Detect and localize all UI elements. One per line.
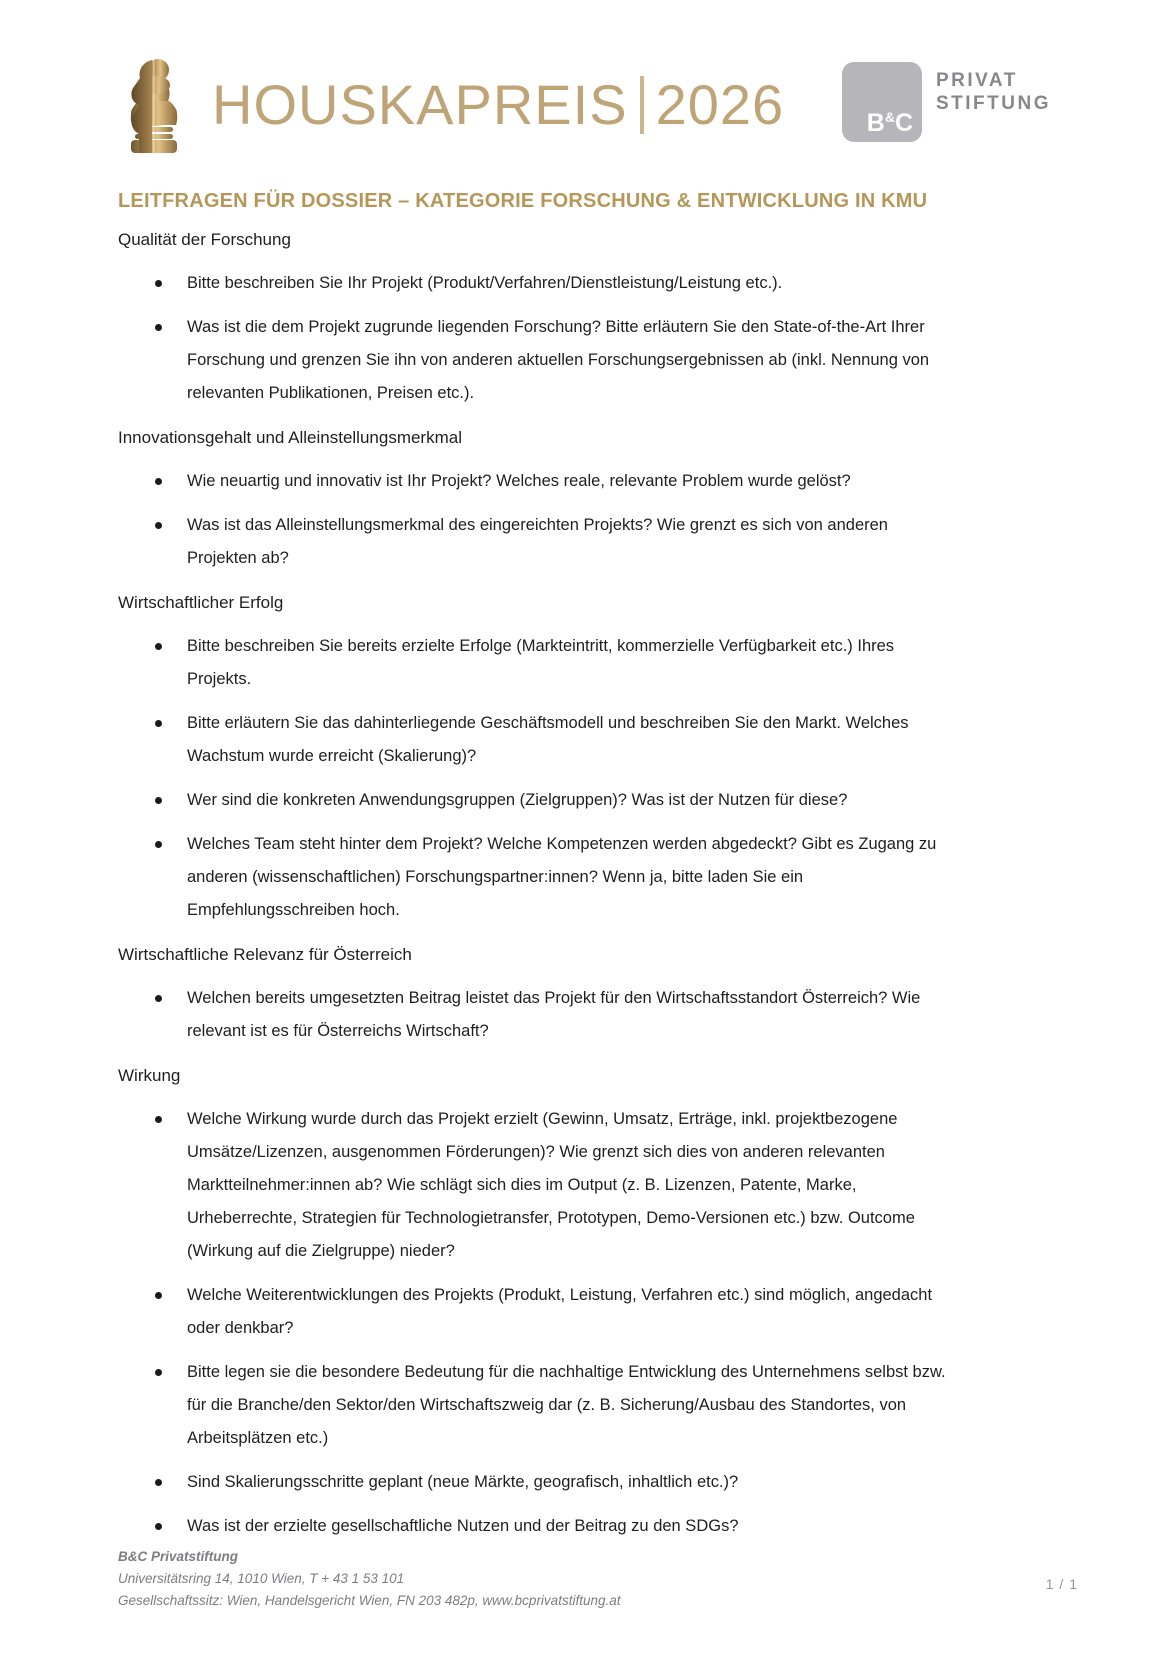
section-title: Wirkung: [118, 1066, 181, 1085]
footer-registry: Gesellschaftssitz: Wien, Handelsgericht Wien, FN 203 482p, www.bcprivatstiftung.at: [118, 1593, 621, 1608]
bullet-text: Welche Wirkung wurde durch das Projekt erzielt (Gewinn, Umsatz, Erträge, inkl. projektbezogene Umsätze/Lizenzen, ausgenommen Förderungen)? Wie grenzt sich dies von anderen relevanten Marktteilnehmer:innen ab? Wie schlägt sich dies im Output (z. B. Lizenzen, Patente, Marke, Urheberrechte, Strategien für Technologietransfer, Prototypen, Demo-Versionen etc.) bzw. Outcome (Wirkung auf die Zielgruppe) nieder?: [187, 1110, 915, 1260]
bullet-icon: [155, 1466, 187, 1499]
bullet-text: Wie neuartig und innovativ ist Ihr Projekt? Welches reale, relevante Problem wurde gelöst?: [187, 472, 851, 490]
list-item: [118, 1510, 988, 1543]
page-header: [118, 55, 1051, 155]
bullet-text: Wer sind die konkreten Anwendungsgruppen (Zielgruppen)? Was ist der Nutzen für diese?: [187, 791, 848, 809]
list-item: [118, 630, 988, 696]
bc-label-line2: STIFTUNG: [936, 92, 1051, 114]
bullet-text: Bitte beschreiben Sie bereits erzielte Erfolge (Markteintritt, kommerzielle Verfügbarkeit etc.) Ihres Projekts.: [187, 637, 895, 688]
list-item: [118, 311, 988, 410]
section-title: Qualität der Forschung: [118, 230, 291, 249]
bullet-text: Was ist der erzielte gesellschaftliche Nutzen und der Beitrag zu den SDGs?: [187, 1517, 739, 1535]
bullet-text: Welche Weiterentwicklungen des Projekts (Produkt, Leistung, Verfahren etc.) sind möglich, angedacht oder denkbar?: [187, 1286, 933, 1337]
bullet-icon: [155, 707, 187, 773]
bullet-icon: [155, 465, 187, 498]
houskapreis-wordmark: [212, 73, 785, 136]
bullet-icon: [155, 311, 187, 410]
list-item: [118, 707, 988, 773]
bc-privatstiftung-logo: [842, 62, 1051, 142]
list-item: [118, 1103, 988, 1268]
page-footer: [118, 1546, 620, 1612]
list-item: [118, 1466, 988, 1499]
section-wirtschaftlicher-erfolg: [118, 586, 988, 927]
list-item: [118, 465, 988, 498]
section-qualitaet-der-forschung: [118, 223, 988, 410]
section-wirkung: [118, 1059, 988, 1543]
bullet-text: Was ist die dem Projekt zugrunde liegenden Forschung? Bitte erläutern Sie den State-of-the-Art Ihrer Forschung und grenzen Sie ihn von anderen aktuellen Forschungsergebnissen ab (inkl. Nennung von relevanten Publikationen, Preisen etc.).: [187, 318, 930, 402]
list-item: [118, 784, 988, 817]
bullet-text: Bitte erläutern Sie das dahinterliegende Geschäftsmodell und beschreiben Sie den Markt. Welches Wachstum wurde erreicht (Skalierung)?: [187, 714, 909, 765]
houskapreis-brand: [118, 55, 784, 155]
bullet-icon: [155, 509, 187, 575]
bullet-icon: [155, 1356, 187, 1455]
bullet-icon: [155, 267, 187, 300]
bullet-text: Bitte legen sie die besondere Bedeutung für die nachhaltige Entwicklung des Unternehmens selbst bzw. für die Branche/den Sektor/den Wirtschaftszweig dar (z. B. Sicherung/Ausbau des Standortes, von Arbeitsplätzen etc.): [187, 1363, 946, 1447]
section-wirtschaftliche-relevanz: [118, 938, 988, 1048]
bullet-text: Bitte beschreiben Sie Ihr Projekt (Produkt/Verfahren/Dienstleistung/Leistung etc.).: [187, 274, 783, 292]
list-item: [118, 828, 988, 927]
bullet-text: Sind Skalierungsschritte geplant (neue Märkte, geografisch, inhaltlich etc.)?: [187, 1473, 739, 1491]
bullet-icon: [155, 982, 187, 1048]
bc-label-line1: PRIVAT: [936, 70, 1018, 91]
document-content: [118, 223, 988, 1543]
list-item: [118, 982, 988, 1048]
list-item: [118, 1279, 988, 1345]
bullet-icon: [155, 630, 187, 696]
footer-address: Universitätsring 14, 1010 Wien, T + 43 1 53 101: [118, 1571, 405, 1586]
bullet-text: Was ist das Alleinstellungsmerkmal des eingereichten Projekts? Wie grenzt es sich von anderen Projekten ab?: [187, 516, 888, 567]
bullet-icon: [155, 1510, 187, 1543]
page-number: 1 / 1: [1045, 1576, 1078, 1592]
bullet-text: Welchen bereits umgesetzten Beitrag leistet das Projekt für den Wirtschaftsstandort Österreich? Wie relevant ist es für Österreichs Wirtschaft?: [187, 989, 921, 1040]
bc-logo-icon: [842, 62, 922, 142]
bullet-icon: [155, 828, 187, 927]
section-title: Wirtschaftlicher Erfolg: [118, 593, 284, 612]
wordmark-divider: [640, 76, 644, 134]
bc-logo-label: [936, 70, 1051, 142]
list-item: [118, 1356, 988, 1455]
bc-logo-text: B&C: [866, 109, 913, 137]
section-innovationsgehalt: [118, 421, 988, 575]
wordmark-main: HOUSKAPREIS: [212, 73, 628, 136]
bullet-icon: [155, 1103, 187, 1268]
bullet-text: Welches Team steht hinter dem Projekt? Welche Kompetenzen werden abgedeckt? Gibt es Zugang zu anderen (wissenschaftlichen) Forschungspartner:innen? Wenn ja, bitte laden Sie ein Empfehlungsschreiben hoch.: [187, 835, 937, 919]
footer-company: B&C Privatstiftung: [118, 1549, 239, 1564]
page-title: LEITFRAGEN FÜR DOSSIER – KATEGORIE FORSCHUNG & ENTWICKLUNG IN KMU: [118, 190, 928, 212]
houskapreis-trophy-icon: [118, 55, 190, 155]
section-title: Wirtschaftliche Relevanz für Österreich: [118, 945, 412, 964]
list-item: [118, 509, 988, 575]
section-title: Innovationsgehalt und Alleinstellungsmerkmal: [118, 428, 462, 447]
wordmark-year: 2026: [655, 73, 785, 136]
bullet-icon: [155, 1279, 187, 1345]
bullet-icon: [155, 784, 187, 817]
list-item: [118, 267, 988, 300]
